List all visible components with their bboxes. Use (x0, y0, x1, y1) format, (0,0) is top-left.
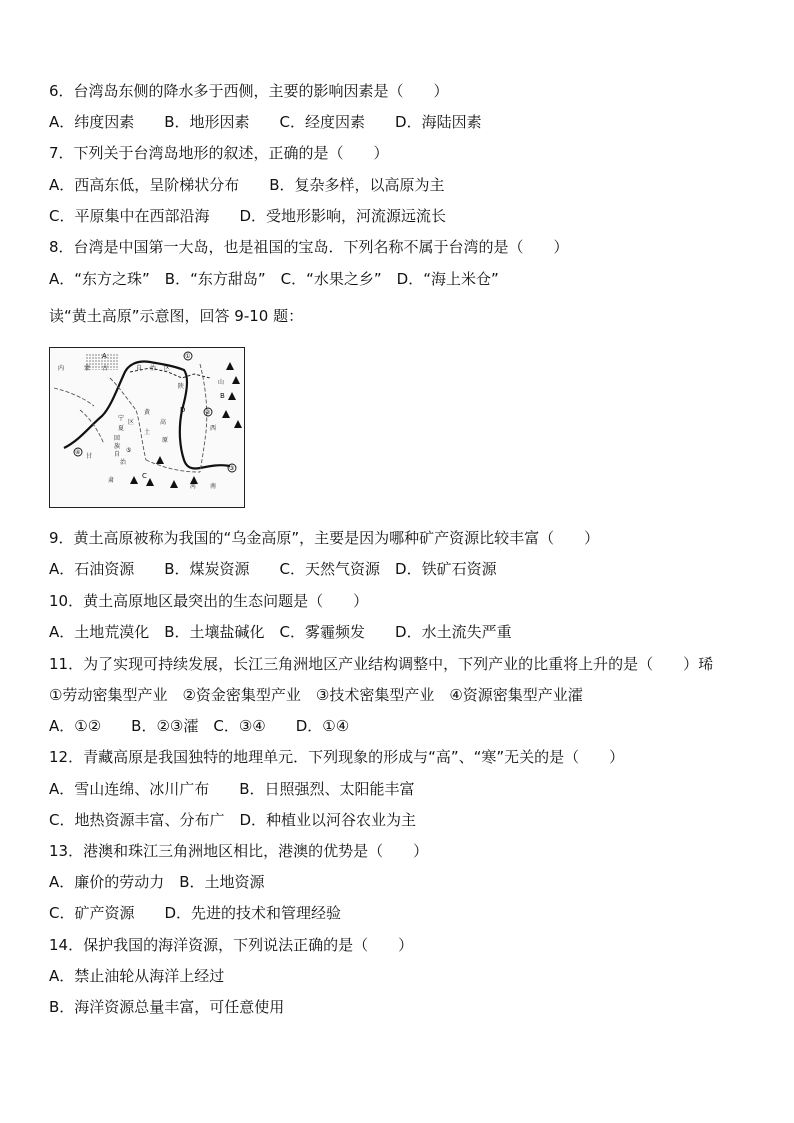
line-q11-items: ①劳动密集型产业 ②资金密集型产业 ③技术密集型产业 ④资源密集型产业瀖 (49, 686, 583, 704)
line-q7: 7．下列关于台湾岛地形的叙述，正确的是（ ） (49, 144, 389, 162)
line-q14-option-a: A．禁止油轮从海洋上经过 (49, 967, 225, 985)
map-label: 区 (128, 419, 135, 426)
map-label: 南 (210, 483, 217, 490)
line-q14-option-b: B．海洋资源总量丰富，可任意使用 (49, 998, 285, 1016)
line-q6: 6．台湾岛东侧的降水多于西侧，主要的影响因素是（ ） (49, 82, 449, 100)
map-label: 夏 (118, 425, 125, 432)
line-q13-options-ab: A．廉价的劳动力 B．土地资源 (49, 873, 265, 891)
map-label: 治 (150, 365, 157, 372)
line-q13-options-cd: C．矿产资源 D．先进的技术和管理经验 (49, 904, 342, 922)
map-label: 土 (144, 429, 151, 436)
line-q12-options-cd: C．地热资源丰富、分布广 D．种植业以河谷农业为主 (49, 811, 417, 829)
map-label: 宁 (118, 415, 125, 422)
map-label: 内 (58, 365, 65, 372)
line-q9: 9．黄土高原被称为我国的“乌金高原”，主要是因为哪种矿产资源比较丰富（ ） (49, 529, 600, 547)
map-label: ② (205, 409, 211, 416)
map-label: 黄 (144, 409, 151, 416)
line-q14: 14．保护我国的海洋资源，下列说法正确的是（ ） (49, 936, 414, 954)
line-q11: 11．为了实现可持续发展，长江三角洲地区产业结构调整中，下列产业的比重将上升的是（ ）琋 (49, 655, 714, 673)
map-label: 区 (164, 365, 171, 372)
map-drawing (50, 348, 243, 506)
map-label: 河 (190, 483, 197, 490)
map-label: B (220, 392, 225, 400)
map-label: 古 (102, 365, 109, 372)
line-q10: 10．黄土高原地区最突出的生态问题是（ ） (49, 592, 369, 610)
map-label: C (142, 472, 147, 480)
map-label: ⑤ (126, 447, 132, 454)
map-label: 肃 (108, 477, 115, 484)
line-q12-options-ab: A．雪山连绵、冰川广布 B．日照强烈、太阳能丰富 (49, 780, 415, 798)
map-label: ④ (75, 449, 81, 456)
line-q10-options: A．土地荒漠化 B．土壤盐碱化 C．雾霾频发 D．水土流失严重 (49, 623, 512, 641)
line-q8-options: A．“东方之珠” B．“东方甜岛” C．“水果之乡” D．“海上米仓” (49, 270, 499, 288)
map-label: A (102, 352, 107, 360)
map-label: 甘 (86, 453, 93, 460)
map-label: 族 (114, 443, 121, 450)
map-label: 自 (114, 451, 121, 458)
map-label: ① (185, 353, 191, 360)
loess-plateau-map (49, 347, 245, 508)
line-q7-options-cd: C．平原集中在西部沿海 D．受地形影响，河流源远流长 (49, 207, 447, 225)
map-label: D (180, 406, 186, 414)
line-q8: 8．台湾是中国第一大岛，也是祖国的宝岛．下列名称不属于台湾的是（ ） (49, 238, 569, 256)
line-map-intro: 读“黄土高原”示意图，回答 9-10 题： (49, 307, 304, 325)
map-label: 西 (210, 425, 217, 432)
line-q9-options: A．石油资源 B．煤炭资源 C．天然气资源 D．铁矿石资源 (49, 560, 497, 578)
map-label: 自 (136, 365, 143, 372)
map-label: 高 (160, 419, 167, 426)
map-label: 陕 (178, 383, 185, 390)
map-label: 回 (114, 435, 121, 442)
map-label: 治 (120, 459, 127, 466)
map-label: 原 (162, 437, 169, 444)
line-q11-options: A．①② B．②③瀖 C．③④ D．①④ (49, 717, 350, 735)
line-q13: 13．港澳和珠江三角洲地区相比，港澳的优势是（ ） (49, 842, 429, 860)
line-q6-options: A．纬度因素 B．地形因素 C．经度因素 D．海陆因素 (49, 113, 482, 131)
map-label: 山 (218, 379, 225, 386)
line-q7-options-ab: A．西高东低，呈阶梯状分布 B．复杂多样，以高原为主 (49, 176, 445, 194)
map-label: 蒙 (84, 365, 91, 372)
map-label: ③ (229, 465, 235, 472)
line-q12: 12．青藏高原是我国独特的地理单元．下列现象的形成与“高”、“寒”无关的是（ ） (49, 748, 625, 766)
